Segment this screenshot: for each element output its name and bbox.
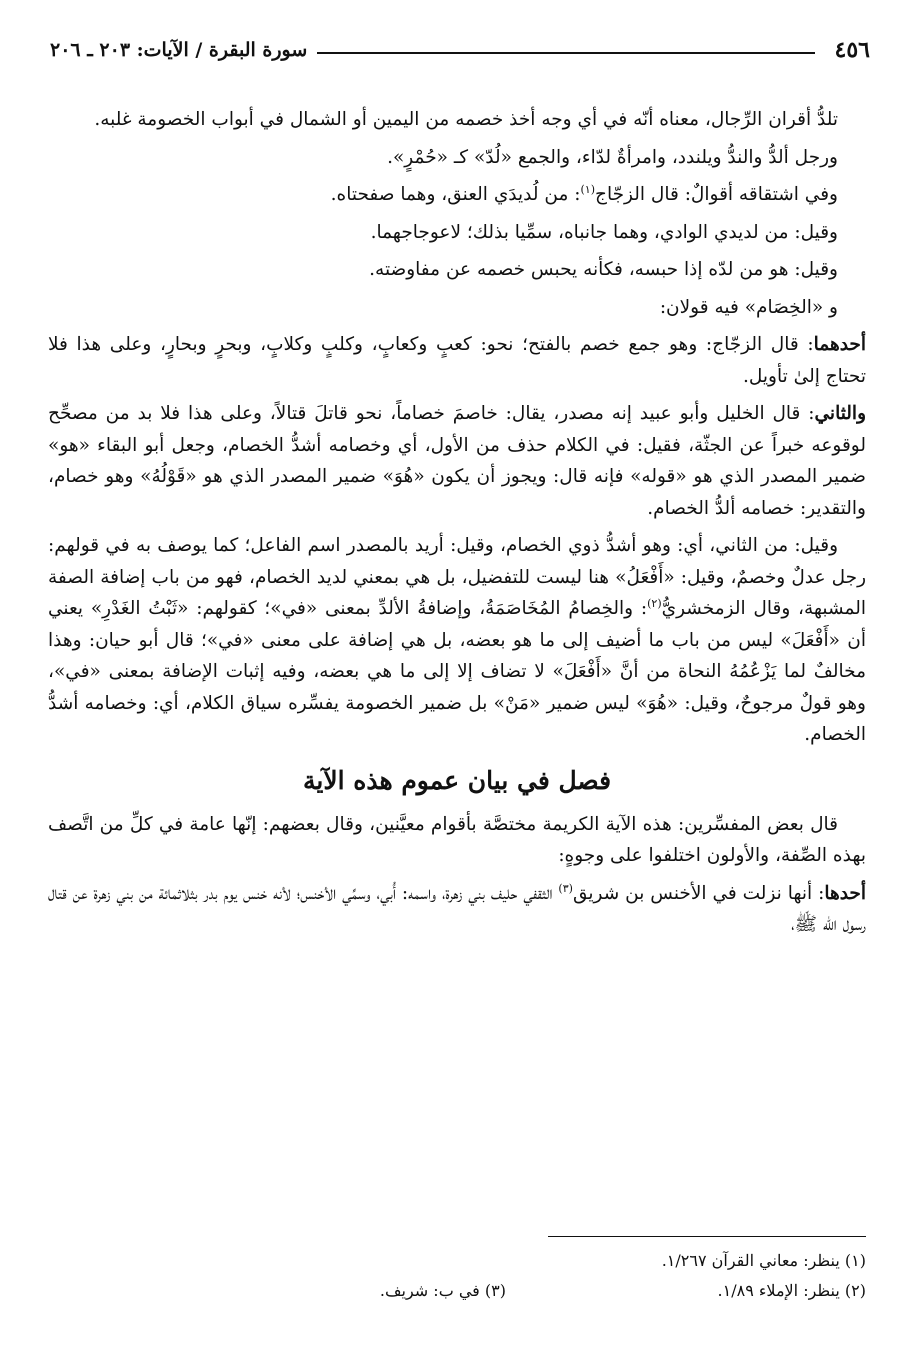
paragraph [48, 292, 866, 324]
footnotes [48, 1246, 866, 1306]
paragraph-text: : قال الخليل وأبو عبيد إنه مصدر، يقال: خاصمَ خصاماً، نحو قاتلَ قتالاً، وعلى هذا فلا بد من مصحِّح لوقوعه خبراً عن الجثّة، فقيل: في الكلام حذف من الأول، أي وخصامه أشدُّ الخصام، وجعل أبو البقاء «هو» ضمير المصدر الذي هو «قوله» فإنه قال: ويجوز أن يكون «هُوَ» ضمير المصدر الذي هو «قَوْلُهُ» وهو خصام، والتقدير: خصامه ألدُّ الخصام. [48, 403, 866, 519]
paragraph-lead: والثاني [814, 403, 866, 424]
footnote-ref: (٣) [558, 881, 573, 895]
paragraph [48, 217, 866, 249]
paragraph [48, 254, 866, 286]
paragraph-text: : من لُديدَي العنق، وهما صفحتاه. [330, 184, 581, 205]
footnote-row [48, 1276, 866, 1306]
paragraph-text: تلدُّ أقران الرِّجال، معناه أنّه في أي وجه أخذ خصمه من اليمين أو الشمال في أبواب الخصومة غلبه. [94, 109, 838, 130]
paragraph [48, 398, 866, 524]
running-title: سورة البقرة / الآيات: ٢٠٣ ـ ٢٠٦ [50, 39, 308, 61]
paragraph-text: وقيل: هو من لدّه إذا حبسه، فكأنه يحبس خصمه عن مفاوضته. [369, 259, 838, 280]
footnote-row [48, 1246, 866, 1276]
paragraph-text: : والخِصامُ المُخَاصَمَةُ، وإضافةُ الألدِّ بمعنى «في»؛ كقولهم: «ثَبْتُ الغَدْرِ» يعني أن «أَفْعَلَ» ليس من باب ما أضيف إلى ما هو بعضه، بل هي إضافة على معنى «في»؛ قال أبو حيان: وهذا مخالفٌ لما يَزْعُمُهُ النحاة من أنَّ «أَفْعَلَ» لا تضاف إلا إلى ما هي بعضه، وفيه إثبات الإضافة بمعنى «في»، وهو قولٌ مرجوحٌ، وقيل: «هُوَ» ليس ضمير «مَنْ» بل ضمير الخصومة يفسِّره سياق الكلام، أي: وخصامه أشدُّ الخصام. [48, 598, 866, 745]
paragraph-text: : قال الزجّاج: وهو جمع خصم بالفتح؛ نحو: كعبٍ وكعابٍ، وكلبٍ وكلابٍ، وبحرٍ وبحارٍ، وعلى هذا فلا تحتاج إلىٰ تأويل. [48, 334, 866, 387]
footnote-ref: (١) [580, 182, 596, 196]
paragraph-text: وفي اشتقاقه أقوالٌ: قال الزجّاج [595, 184, 838, 205]
page-number: ٤٥٦ [834, 37, 870, 63]
section-heading: فصل في بيان عموم هذه الآية [302, 765, 612, 795]
footnote-2: (٢) ينظر: الإملاء ١/٨٩. [717, 1281, 866, 1300]
page-header [50, 30, 870, 70]
footnote-1: (١) ينظر: معاني القرآن ١/٢٦٧. [661, 1251, 866, 1270]
paragraph-text: و «الخِصَام» فيه قولان: [659, 296, 838, 318]
paragraph-text: الثقفي حليف بني زهرة، واسمه: أُبي، وسمِّي الأخنس؛ لأنه خنس يوم بدر بثلاثمائة من بني زهرة عن قتال رسول الله ﷺ، [48, 882, 866, 935]
paragraph-text: قال بعض المفسِّرين: هذه الآية الكريمة مختصَّة بأقوام معيَّنين، وقال بعضهم: إنّها عامة في كلِّ من اتَّصف بهذه الصِّفة، والأولون اختلفوا على وجوهٍ: [48, 813, 866, 866]
paragraph [48, 329, 866, 392]
paragraph [48, 142, 866, 174]
paragraph-text: : أنها نزلت في الأخنس بن شريق [572, 882, 825, 904]
paragraph [48, 878, 866, 941]
footnote-separator [548, 1236, 866, 1237]
header-rule [317, 52, 814, 54]
paragraph-text: وقيل: من لديدي الوادي، وهما جانباه، سمِّيا بذلك؛ لاعوجاجهما. [370, 221, 838, 243]
footnote-ref: (٢) [647, 596, 662, 610]
paragraph [48, 104, 866, 136]
paragraph-lead: أحدها [824, 882, 866, 904]
paragraph [48, 179, 866, 211]
main-text [48, 104, 866, 947]
paragraph-lead: أحدهما [813, 334, 866, 355]
paragraph [48, 530, 866, 751]
footnote-3: (٣) في ب: شريف. [379, 1281, 506, 1300]
paragraph-text: وقيل: من الثاني، أي: وهو أشدُّ ذوي الخصام، وقيل: أريد بالمصدر اسم الفاعل؛ كما يوصف به في قولهم: رجل عدلٌ وخصمٌ، وقيل: «أَفْعَلُ» هنا ليست للتفضيل، بل هي بمعني لديد الخصام، فهو من باب إضافة الصفة المشبهة، وقال الزمخشريُّ [48, 535, 866, 619]
paragraph-text: ورجل ألدُّ والندُّ ويلندد، وامرأةٌ لدّاء، والجمع «لُدّ» كـ «حُمْرٍ». [387, 146, 838, 168]
paragraph [48, 809, 866, 872]
